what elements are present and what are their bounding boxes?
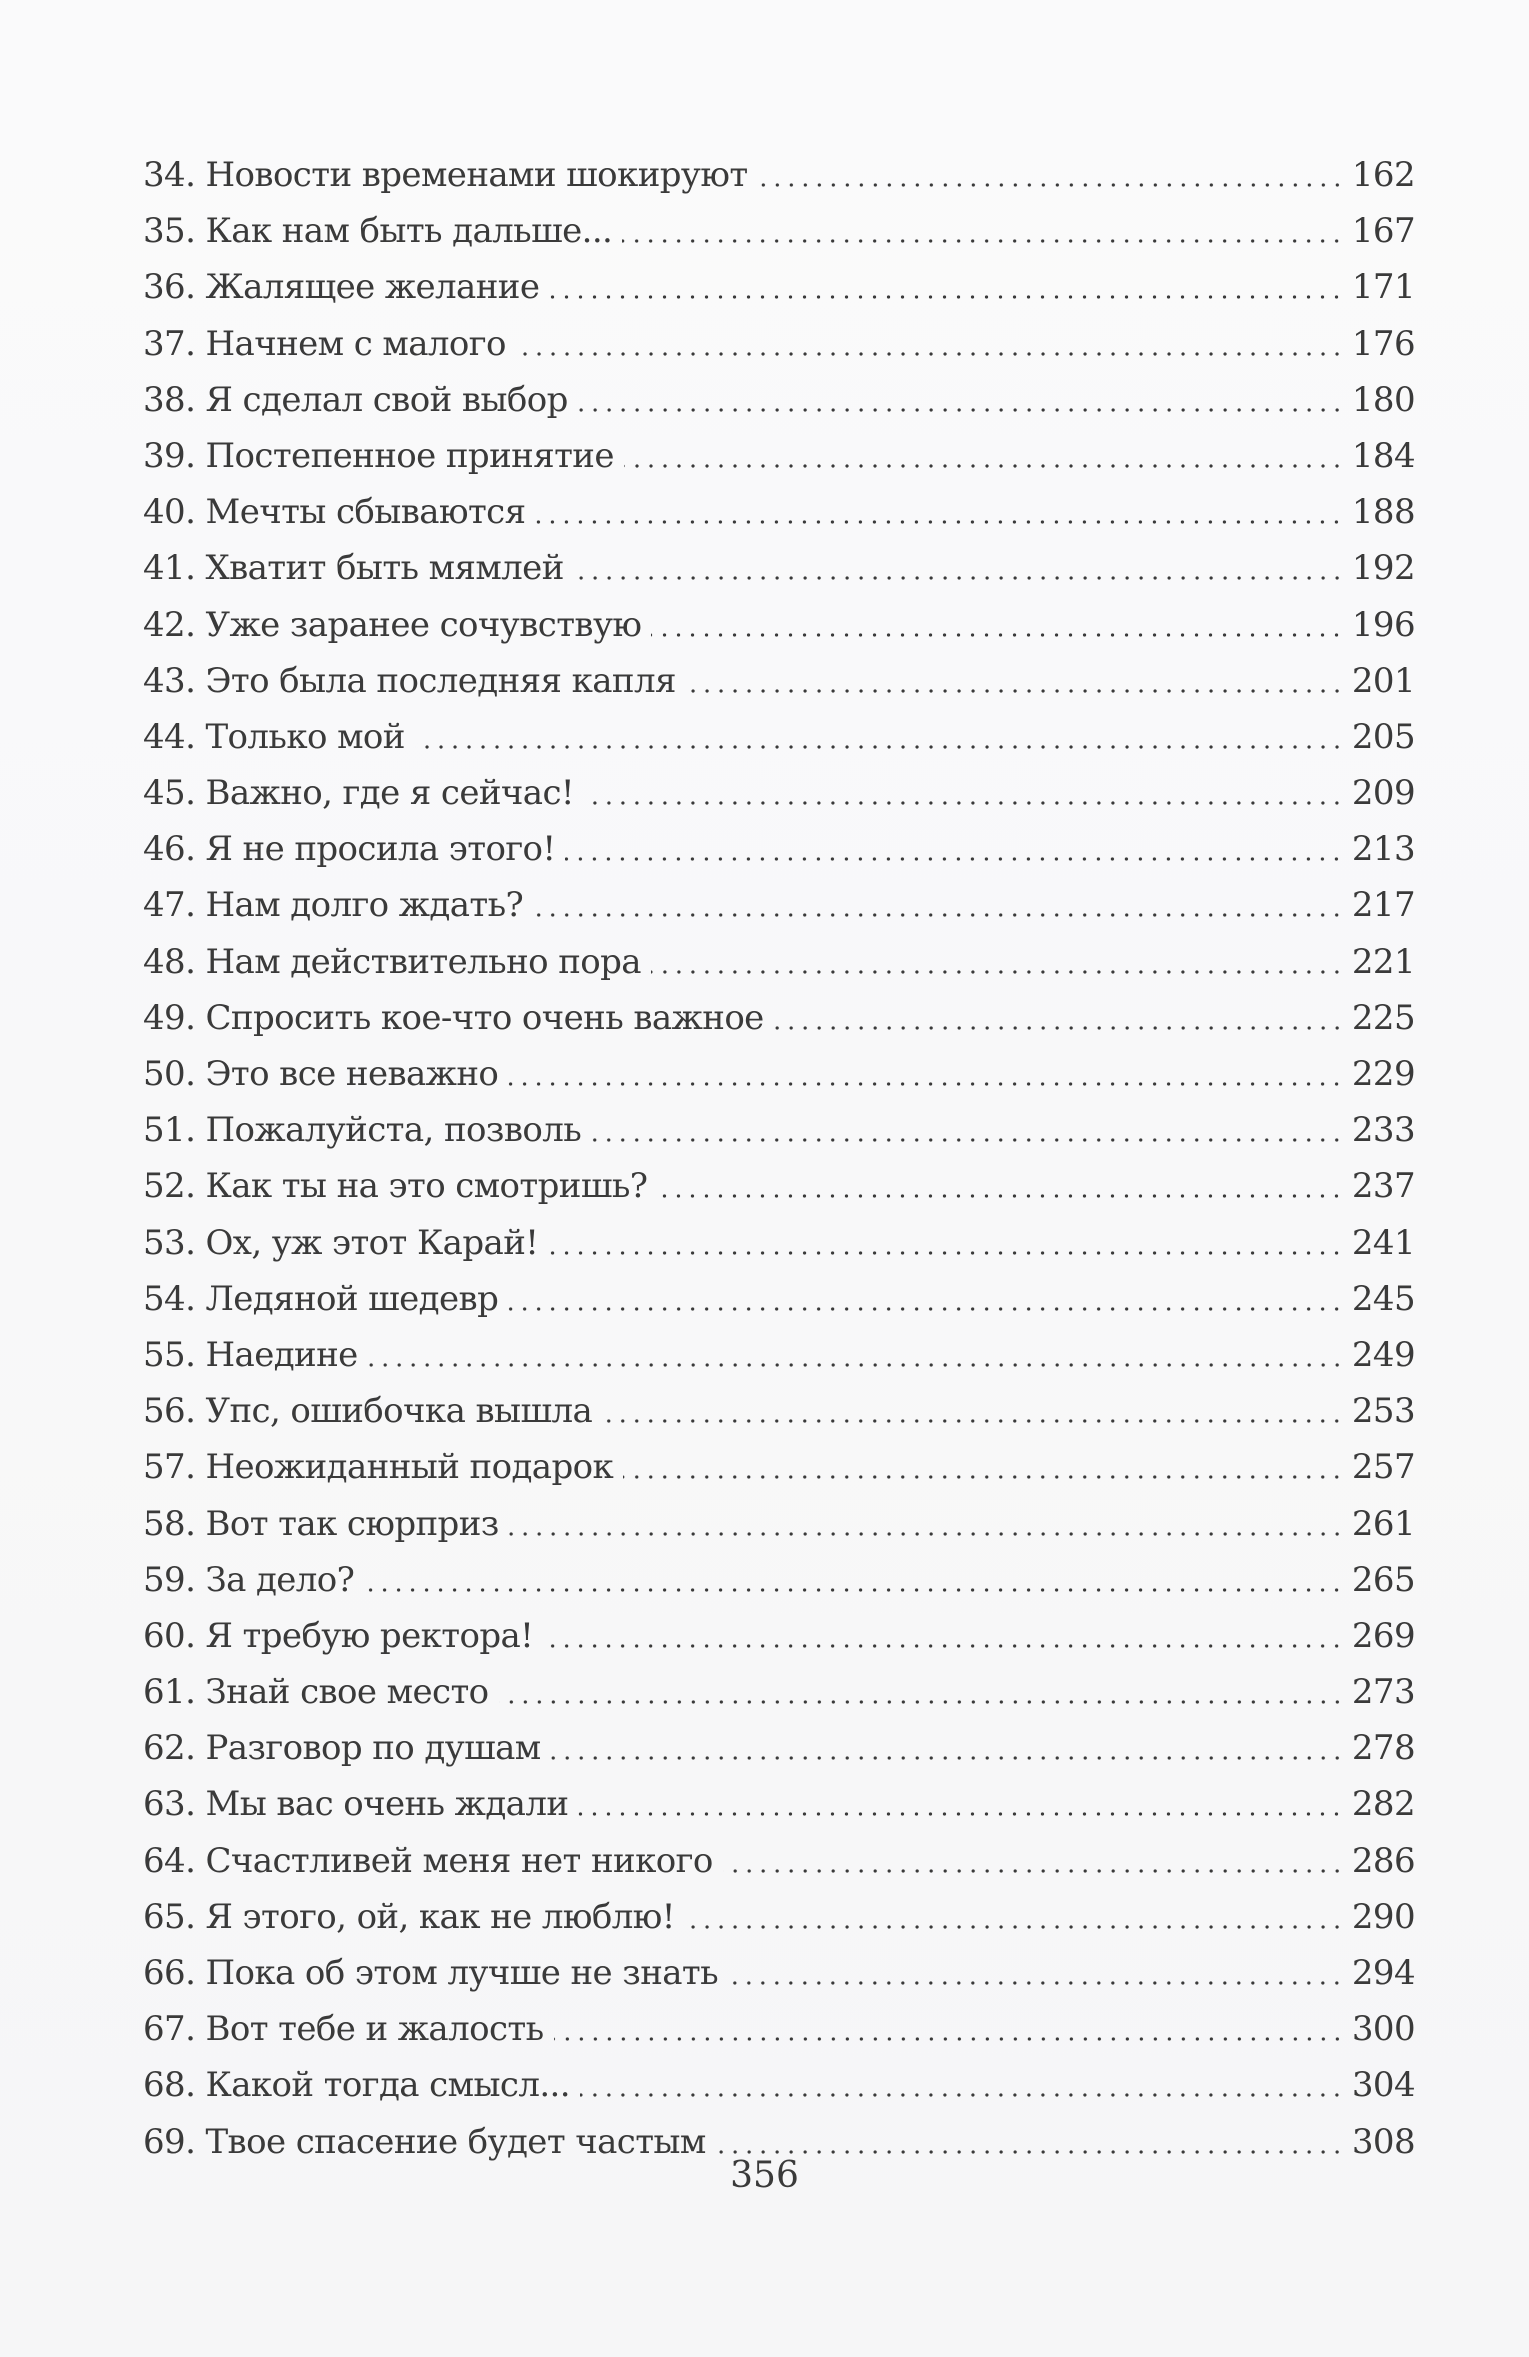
toc-entry [143,1163,1415,1219]
toc-entry-page: 269 [1351,1615,1415,1656]
dot-leader [543,1615,1344,1649]
toc-entry-page: 171 [1351,267,1415,308]
toc-entry-page: 278 [1351,1728,1415,1769]
toc-entry-title: 60. Я требую ректора! [143,1615,534,1656]
dot-leader [574,547,1344,581]
toc-entry-page: 253 [1351,1391,1415,1432]
toc-entry [143,602,1415,658]
dot-leader [508,1053,1344,1087]
dot-leader [580,2064,1344,2098]
dot-leader [723,1840,1344,1874]
toc-entry [143,264,1415,320]
toc-entry-title: 35. Как нам быть дальше... [143,211,613,252]
toc-entry-page: 209 [1351,773,1415,814]
toc-entry [143,2062,1415,2118]
toc-entry-page: 225 [1351,997,1415,1038]
toc-entry [143,1669,1415,1725]
dot-leader [591,1109,1344,1143]
toc-entry-page: 213 [1351,829,1415,870]
toc-entry [143,658,1415,714]
dot-leader [499,1671,1344,1705]
toc-entry-title: 68. Какой тогда смысл... [143,2065,570,2106]
dot-leader [651,604,1344,638]
toc-entry-title: 53. Ох, уж этот Карай! [143,1222,539,1263]
dot-leader [554,2008,1344,2042]
toc-entry-title: 41. Хватит быть мямлей [143,548,564,589]
toc-entry-title: 59. За дело? [143,1559,355,1600]
toc-entry-page: 304 [1351,2065,1415,2106]
toc-entry-title: 43. Это была последняя капля [143,660,676,701]
toc-entry [143,1276,1415,1332]
toc-entry-title: 64. Счастливей меня нет никого [143,1840,713,1881]
toc-entry-page: 196 [1351,604,1415,645]
toc-entry [143,1557,1415,1613]
dot-leader [578,379,1344,413]
dot-leader [364,1559,1344,1593]
toc-entry-title: 57. Неожиданный подарок [143,1447,614,1488]
toc-entry-page: 286 [1351,1840,1415,1881]
toc-entry [143,1388,1415,1444]
toc-entry-title: 37. Начнем с малого [143,323,506,364]
toc-entry-title: 40. Мечты сбываются [143,492,526,533]
toc-entry-page: 221 [1351,941,1415,982]
toc-entry-page: 290 [1351,1896,1415,1937]
dot-leader [622,210,1344,244]
toc-entry-page: 245 [1351,1278,1415,1319]
toc-entry-page: 273 [1351,1672,1415,1713]
dot-leader [535,491,1343,525]
dot-leader [623,1446,1344,1480]
toc-entry-page: 188 [1351,492,1415,533]
toc-entry-page: 265 [1351,1559,1415,1600]
toc-entry-title: 54. Ледяной шедевр [143,1278,499,1319]
toc-entry [143,1220,1415,1276]
dot-leader [657,1165,1343,1199]
toc-entry [143,714,1415,770]
dot-leader [565,828,1343,862]
toc-entry-page: 308 [1351,2121,1415,2162]
toc-entry-page: 241 [1351,1222,1415,1263]
toc-entry-title: 63. Мы вас очень ждали [143,1784,569,1825]
toc-entry [143,1051,1415,1107]
toc-entry [143,208,1415,264]
toc-entry-title: 61. Знай свое место [143,1672,489,1713]
toc-entry-title: 38. Я сделал свой выбор [143,379,568,420]
toc-entry-page: 201 [1351,660,1415,701]
toc-entry-title: 50. Это все неважно [143,1054,499,1094]
toc-entry-page: 300 [1351,2009,1415,2050]
dot-leader [602,1390,1344,1424]
dot-leader [728,1952,1344,1986]
toc-entry-title: 42. Уже заранее сочувствую [143,604,642,645]
toc-entry-title: 62. Разговор по душам [143,1728,541,1769]
dot-leader [516,323,1344,357]
toc-entry [143,433,1415,489]
toc-entry-title: 44. Только мой [143,716,405,757]
dot-leader [774,997,1344,1031]
dot-leader [509,1503,1344,1537]
toc-entry-page: 205 [1351,716,1415,757]
dot-leader [551,1727,1344,1761]
dot-leader [415,716,1344,750]
toc-entry [143,152,1415,208]
toc-entry-title: 34. Новости временами шокируют [143,155,748,195]
toc-entry-page: 217 [1351,885,1415,926]
toc-entry [143,1107,1415,1163]
toc-entry [143,882,1415,938]
toc-entry [143,826,1415,882]
dot-leader [716,2121,1344,2155]
toc-entry-page: 257 [1351,1447,1415,1488]
toc-entry [143,1444,1415,1500]
toc-entry-title: 55. Наедине [143,1334,358,1375]
toc-entry [143,1613,1415,1669]
dot-leader [584,772,1344,806]
toc-entry-title: 65. Я этого, ой, как не люблю! [143,1896,675,1937]
toc-entry [143,489,1415,545]
toc-entry-title: 56. Упс, ошибочка вышла [143,1391,593,1432]
toc-entry [143,321,1415,377]
toc-entry-page: 192 [1351,548,1415,589]
toc-entry-title: 36. Жалящее желание [143,267,540,308]
toc-entry-title: 39. Постепенное принятие [143,435,614,476]
toc-entry-page: 249 [1351,1334,1415,1375]
toc-entry [143,1950,1415,2006]
toc-entry-page: 282 [1351,1784,1415,1825]
page-number: 356 [730,2155,799,2196]
toc-entry-page: 184 [1351,435,1415,476]
toc-entry-title: 66. Пока об этом лучше не знать [143,1953,719,1993]
toc-entry-title: 67. Вот тебе и жалость [143,2009,544,2050]
toc-entry-page: 229 [1351,1054,1415,1094]
dot-leader [533,884,1344,918]
table-of-contents [143,152,1415,2175]
toc-entry [143,995,1415,1051]
toc-entry [143,1725,1415,1781]
toc-entry [143,1501,1415,1557]
dot-leader [624,435,1344,469]
toc-entry-page: 233 [1351,1110,1415,1151]
toc-entry-title: 46. Я не просила этого! [143,829,556,870]
toc-entry [143,545,1415,601]
toc-entry [143,1894,1415,1950]
dot-leader [578,1783,1343,1817]
toc-entry-title: 45. Важно, где я сейчас! [143,773,574,814]
toc-entry [143,377,1415,433]
toc-entry-page: 176 [1351,323,1415,364]
toc-entry-title: 52. Как ты на это смотришь? [143,1166,648,1207]
toc-entry-page: 180 [1351,379,1415,420]
toc-entry-title: 51. Пожалуйста, позволь [143,1110,582,1151]
toc-entry-page: 294 [1351,1953,1415,1993]
toc-entry [143,1332,1415,1388]
toc-entry [143,1781,1415,1837]
toc-entry-page: 261 [1351,1503,1415,1544]
toc-entry [143,1838,1415,1894]
toc-entry [143,939,1415,995]
dot-leader [549,266,1344,300]
dot-leader [758,154,1344,188]
toc-entry-page: 167 [1351,211,1415,252]
toc-entry-title: 58. Вот так сюрприз [143,1503,499,1544]
toc-entry-page: 237 [1351,1166,1415,1207]
toc-entry-title: 49. Спросить кое-что очень важное [143,997,764,1038]
toc-entry [143,2006,1415,2062]
dot-leader [548,1222,1344,1256]
toc-entry [143,770,1415,826]
toc-entry-title: 69. Твое спасение будет частым [143,2121,706,2162]
dot-leader [686,660,1344,694]
dot-leader [651,941,1344,975]
dot-leader [685,1896,1344,1930]
toc-entry-title: 47. Нам долго ждать? [143,885,524,926]
toc-entry-page: 162 [1351,155,1415,195]
toc-entry-title: 48. Нам действительно пора [143,941,641,982]
dot-leader [508,1278,1344,1312]
dot-leader [368,1334,1344,1368]
